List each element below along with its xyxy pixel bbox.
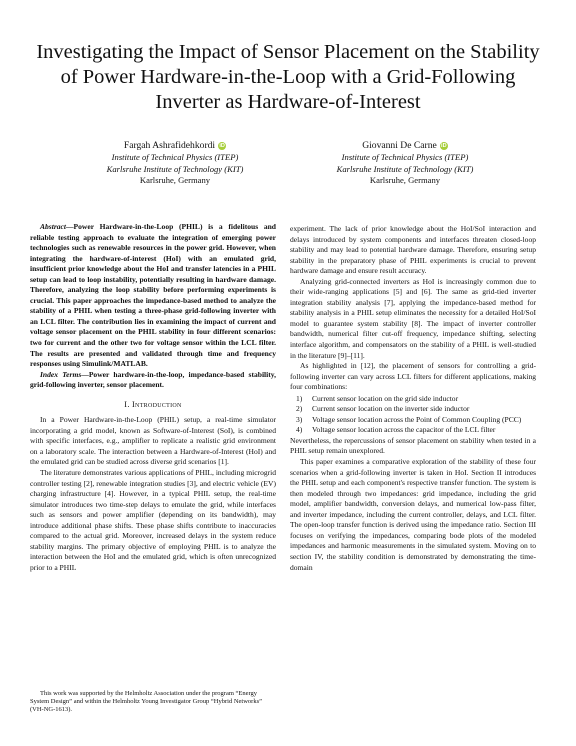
author-location: Karlsruhe, Germany — [139, 175, 211, 186]
author-name: Giovanni De Carne — [362, 140, 437, 151]
list-text: Current sensor location on the inverter side inductor — [312, 404, 470, 414]
list-item — [290, 404, 536, 415]
index-terms-text: —Power hardware-in-the-loop, impedance-based stability, grid-following inverter, sensor placement. — [30, 369, 276, 390]
footnote: This work was supported by the Helmholtz Association under the program “Energy System Design” and within the Helmholtz Young Investigator Group “Hybrid Networks” (VH-NG-1613). — [30, 690, 262, 714]
author-institute: Institute of Technical Physics (ITEP) — [341, 152, 469, 162]
section-title: Introduction — [132, 399, 182, 409]
author-institute: Institute of Technical Physics (ITEP) — [111, 152, 239, 162]
list-item — [290, 415, 536, 426]
paragraph: In a Power Hardware-in-the-Loop (PHIL) setup, a real-time simulator incorporating a grid model, known as Software-of-Interest (SoI), is combined with specific interfaces, e.g., amplifier to replicate a realistic grid environment on a laboratory scale. The interaction between a Hardware-of-Interest (HoI) and the emulated grid can be studied across diverse grid scenarios [1]. — [30, 415, 276, 467]
author-location: Karlsruhe, Germany — [369, 175, 441, 186]
author-block-2 — [290, 140, 520, 187]
index-terms — [30, 370, 276, 391]
list-text: Voltage sensor location across the capacitor of the LCL filter — [312, 425, 496, 435]
paragraph: experiment. The lack of prior knowledge about the HoI/SoI interaction and delays introduced by system components and interfaces threaten closed-loop stability and may lead to potential hardware damage. Therefore, ensuring setup stability in the preparatory phase of PHIL experiments is crucial to prevent hardware damage and ensure result accuracy. — [290, 224, 536, 276]
abstract-text: —Power Hardware-in-the-Loop (PHIL) is a fidelitous and reliable testing approach to evaluate the integration of emerging power technologies such as renewable resources in the power grid. However, when integrating the hardware-of-interest (HoI) with an emulated grid, insufficient prior knowledge about the HoI and transfer latencies in a PHIL setup can lead to loop instability, potentially resulting in hardware damage. Therefore, analyzing the loop stability before performing experiments is crucial. This paper approaches the impedance-based method to analyze the stability of a PHIL when testing a three-phase grid-following inverter with an LCL filter. The contribution lies in examining the impact of current and voltage sensor placement on the PHIL stability in four different scenarios: two for current and the other two for voltage sensor within the LCL filter. The results are presented and validated through time and frequency responses using Simulink/MATLAB. — [30, 222, 276, 369]
right-column — [290, 224, 536, 573]
abstract — [30, 222, 276, 370]
section-number: I. — [124, 399, 130, 409]
paragraph: This paper examines a comparative exploration of the stability of these four scenarios when a grid-following inverter is taken in HoI. Section II introduces the PHIL setup and each component's respective transfer function. The system is then modeled through two impedances: grid impedance, including the grid model, amplifier bandwidth, conversion delays, and numerical low-pass filter, and inverter impedance, including the current controller, delays, and LCL filter. The open-loop transfer function is derived using the impedance ratio. Section III focuses on verifying the impedances, comparing bode plots of the modeled impedances and harmonic measurements in the simulated system. Moving on to section IV, the stability condition is demonstrated by demonstrating the time-domain — [290, 457, 536, 572]
orcid-icon[interactable]: iD — [441, 143, 447, 149]
abstract-lead: Abstract — [40, 222, 66, 231]
author-block-1 — [60, 140, 290, 187]
paragraph: The literature demonstrates various applications of PHIL, including microgrid controller testing [2], renewable integration studies [3], and electric vehicle (EV) charging infrastructure [4]. However, in a typical PHIL setup, the real-time simulator introduces two time-step delays to emulate the grid, while interfaces such as sensors and power amplifier (depending on its bandwidth), may introduce additional phase shifts. These phase shifts contribute to inaccuracies compared to the actual grid. Moreover, increased delays in the system reduce stability margins. The primary objective of employing PHIL is to analyze the interaction between the HoI and the emulated grid, which is often unrecognized prior to a PHIL — [30, 468, 276, 572]
list-text: Current sensor location on the grid side inductor — [312, 393, 459, 403]
section-heading — [30, 400, 276, 411]
orcid-icon[interactable]: iD — [219, 143, 225, 149]
list-number: 4) — [296, 425, 303, 435]
paragraph: Analyzing grid-connected inverters as HoI is increasingly common due to their wide-ranging applications [5] and [6]. The same as grid-tied inverter integration stability analysis [7], applying the impedance-based method for stability analysis in a PHIL setup eliminates the necessity for a detailed HoI/SoI model to guarantee system stability [8]. The impact of inverter controller bandwidth, numerical filter cut-off frequency, impedance shifting, selecting interface algorithm, and compensators on the stability of a PHIL is well-studied in the literature [9]–[11]. — [290, 276, 536, 360]
left-column — [30, 222, 276, 574]
list-text: Voltage sensor location across the Point of Common Coupling (PCC) — [312, 414, 522, 424]
paper-title: Investigating the Impact of Sensor Placement on the Stability of Power Hardware-in-the-Loop with a Grid-Following Inverter as Hardware-of-Interest — [36, 41, 540, 113]
index-terms-lead: Index Terms — [40, 369, 82, 379]
sensor-combination-list — [290, 394, 536, 436]
author-name: Fargah Ashrafidehkordi — [123, 140, 216, 151]
author-university: Karlsruhe Institute of Technology (KIT) — [106, 163, 244, 174]
list-number: 1) — [296, 393, 303, 403]
author-university: Karlsruhe Institute of Technology (KIT) — [336, 163, 474, 174]
list-number: 2) — [296, 404, 303, 414]
list-number: 3) — [296, 414, 303, 424]
list-item — [290, 394, 536, 405]
paragraph: As highlighted in [12], the placement of sensors for controlling a grid-following inverter can vary across LCL filters for different applications, making four combinations: — [290, 361, 536, 392]
paragraph: Nevertheless, the repercussions of sensor placement on stability when tested in a PHIL setup remain unexplored. — [290, 435, 536, 456]
list-item — [290, 425, 536, 436]
